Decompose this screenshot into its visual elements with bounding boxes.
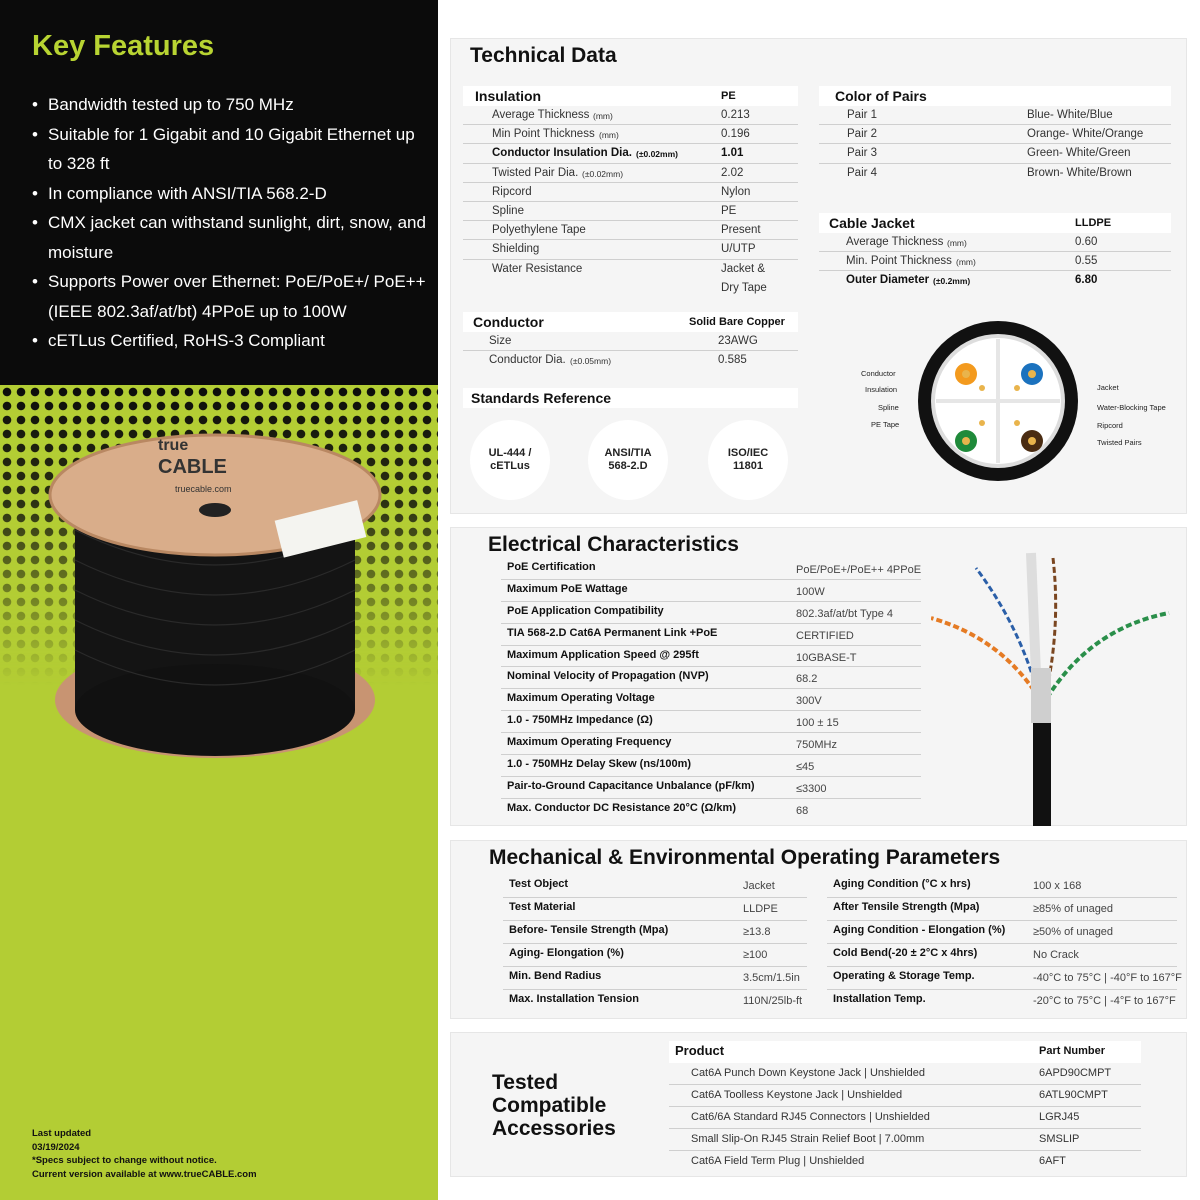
spec-unit: (±0.02mm) (582, 168, 624, 179)
spec-row (463, 260, 798, 298)
spec-label: Pair 4 (847, 166, 878, 179)
insulation-value: PE (721, 90, 736, 102)
diagram-label-spline: Spline (878, 403, 899, 412)
standards-label: Standards Reference (471, 390, 612, 406)
row-label: TIA 568-2.D Cat6A Permanent Link +PoE (507, 626, 718, 639)
pairs-header (819, 86, 1171, 106)
row-value: 802.3af/at/bt Type 4 (796, 607, 894, 620)
spec-row (463, 183, 798, 202)
spec-label: Average Thickness (492, 109, 590, 121)
spool-brand: CABLE (158, 456, 227, 478)
row-label: After Tensile Strength (Mpa) (833, 901, 980, 913)
left-panel (0, 0, 438, 1200)
row-label: Cat6A Field Term Plug | Unshielded (691, 1154, 865, 1167)
spec-label: Average Thickness (846, 236, 944, 248)
spec-label: Polyethylene Tape (492, 224, 586, 237)
row-value: 300V (796, 695, 822, 708)
diagram-label-ripcord: Ripcord (1097, 421, 1123, 430)
row-label: Maximum Application Speed @ 295ft (507, 648, 699, 661)
spec-value: Green- White/Green (1027, 147, 1131, 160)
row-value: ≤3300 (796, 782, 827, 795)
row-label: Maximum PoE Wattage (507, 582, 628, 595)
row-label: Cat6/6A Standard RJ45 Connectors | Unshielded (691, 1110, 930, 1123)
jacket-header (819, 213, 1171, 233)
table-row (501, 689, 921, 711)
jacket-label: Cable Jacket (829, 215, 915, 231)
row-label: PoE Certification (507, 561, 596, 573)
table-row (501, 777, 921, 799)
table-row (503, 875, 807, 898)
table-row (827, 944, 1177, 967)
spec-value: Jacket & (721, 262, 766, 275)
spec-label: Outer Diameter (846, 274, 930, 287)
jacket-rows (819, 233, 1171, 291)
row-value: -40°C to 75°C | -40°F to 167°F (1033, 972, 1182, 984)
spec-value: Present (721, 224, 761, 237)
footer-notes (32, 1127, 257, 1181)
spec-row (463, 240, 798, 259)
cable-spool-image (30, 410, 390, 770)
spec-row (819, 252, 1171, 271)
row-value: 68 (796, 804, 809, 817)
standard-badge-ansi: ANSI/TIA 568-2.D (588, 420, 668, 500)
spec-value: 0.213 (721, 109, 750, 121)
key-features-title: Key Features (32, 30, 215, 62)
col-product: Product (675, 1043, 725, 1058)
row-value: ≤45 (796, 761, 815, 774)
spec-row (463, 106, 798, 125)
table-row (503, 921, 807, 944)
spec-value: 6.80 (1075, 274, 1098, 287)
spec-value: Blue- White/Blue (1027, 109, 1113, 121)
spec-value: 0.196 (721, 128, 750, 141)
row-value: 100 x 168 (1033, 880, 1082, 892)
row-value: ≥85% of unaged (1033, 903, 1114, 915)
row-label: Maximum Operating Frequency (507, 736, 672, 749)
spec-label: Size (489, 335, 512, 347)
row-value: PoE/PoE+/PoE++ 4PPoE (796, 564, 922, 576)
spec-unit: (mm) (599, 130, 619, 141)
mechanical-left-rows (503, 875, 807, 1013)
spec-value: 23AWG (718, 335, 758, 347)
row-value: 6APD90CMPT (1039, 1067, 1112, 1079)
notice-text: *Specs subject to change without notice. (32, 1155, 217, 1166)
row-value: 6ATL90CMPT (1039, 1088, 1108, 1101)
technical-data-panel (450, 38, 1187, 514)
mechanical-panel (450, 840, 1187, 1019)
row-label: Aging- Elongation (%) (509, 947, 624, 959)
cable-wires-image (931, 548, 1181, 826)
conductor-value: Solid Bare Copper (689, 316, 785, 328)
row-value: LLDPE (743, 903, 778, 915)
table-row (669, 1107, 1141, 1129)
spec-value: 0.60 (1075, 236, 1098, 248)
row-label: Test Material (509, 901, 576, 913)
spec-row (819, 125, 1171, 144)
spec-label: Pair 2 (847, 128, 878, 141)
row-value: SMSLIP (1039, 1132, 1080, 1145)
accessories-header (669, 1041, 1141, 1063)
last-updated-date: 03/19/2024 (32, 1141, 80, 1153)
insulation-header (463, 86, 798, 106)
row-value: ≥50% of unaged (1033, 926, 1114, 938)
row-value: 100W (796, 585, 825, 598)
electrical-panel (450, 527, 1187, 826)
spool-url: truecable.com (175, 484, 232, 494)
spec-value: 0.55 (1075, 255, 1098, 268)
row-value: 10GBASE-T (796, 651, 857, 664)
row-label: Aging Condition (°C x hrs) (833, 878, 971, 890)
table-row (501, 646, 921, 668)
spec-value: 2.02 (721, 166, 744, 179)
pairs-rows (819, 106, 1171, 183)
conductor-label: Conductor (473, 314, 544, 330)
electrical-title: Electrical Characteristics (488, 533, 739, 556)
last-updated-label: Last updated (32, 1128, 92, 1139)
row-label: Max. Conductor DC Resistance 20°C (Ω/km) (507, 801, 736, 814)
spec-label: Water Resistance (492, 262, 583, 275)
feature-item: • In compliance with ANSI/TIA 568.2-D (32, 179, 432, 209)
spec-unit: (±0.05mm) (570, 356, 612, 367)
row-label: Nominal Velocity of Propagation (NVP) (507, 670, 709, 683)
table-row (503, 967, 807, 990)
pairs-label: Color of Pairs (835, 88, 927, 104)
insulation-rows (463, 106, 798, 298)
row-label: 1.0 - 750MHz Impedance (Ω) (507, 714, 653, 727)
conductor-rows (463, 332, 798, 370)
table-row (669, 1151, 1141, 1173)
row-label: Cold Bend(-20 ± 2°C x 4hrs) (833, 947, 978, 959)
row-label: Max. Installation Tension (509, 993, 639, 1005)
spec-label: Shielding (492, 243, 540, 256)
table-row (501, 799, 921, 821)
spec-row (819, 144, 1171, 163)
row-value: ≥100 (743, 949, 768, 961)
table-row (501, 558, 921, 580)
mechanical-right-rows (827, 875, 1182, 1013)
jacket-value: LLDPE (1075, 217, 1112, 229)
spec-label: Min. Point Thickness (846, 255, 952, 268)
table-row (501, 711, 921, 733)
feature-item: • Suitable for 1 Gigabit and 10 Gigabit Ethernet up to 328 ft (32, 120, 432, 179)
row-label: Pair-to-Ground Capacitance Unbalance (pF/km) (507, 779, 755, 792)
row-value: 6AFT (1039, 1154, 1066, 1167)
spec-value-2: Dry Tape (721, 281, 767, 294)
spec-row (819, 233, 1171, 252)
diagram-label-insulation: Insulation (865, 385, 898, 394)
row-value: CERTIFIED (796, 629, 854, 642)
table-row (501, 624, 921, 646)
feature-item: • Supports Power over Ethernet: PoE/PoE+/ PoE++ (IEEE 802.3af/at/bt) 4PPoE up to 100W (32, 267, 432, 326)
spec-label: Spline (492, 204, 524, 217)
row-label: Small Slip-On RJ45 Strain Relief Boot | 7.00mm (691, 1132, 925, 1145)
technical-data-title: Technical Data (470, 44, 617, 67)
spec-label: Ripcord (492, 185, 532, 198)
table-row (501, 733, 921, 755)
key-features-list (32, 90, 432, 356)
spec-unit: (±0.2mm) (933, 276, 971, 287)
spec-value: Nylon (721, 185, 751, 198)
row-label: 1.0 - 750MHz Delay Skew (ns/100m) (507, 758, 692, 771)
conductor-header (463, 312, 798, 332)
spec-row (463, 125, 798, 144)
standard-badge-iso: ISO/IEC 11801 (708, 420, 788, 500)
spec-value: 0.585 (718, 354, 747, 367)
row-label: PoE Application Compatibility (507, 604, 664, 617)
table-row (669, 1063, 1141, 1085)
feature-item: • cETLus Certified, RoHS-3 Compliant (32, 326, 432, 356)
spec-value: Brown- White/Brown (1027, 166, 1132, 179)
accessories-rows (669, 1063, 1141, 1172)
diagram-label-twisted-pairs: Twisted Pairs (1097, 438, 1142, 447)
table-row (827, 967, 1182, 990)
accessories-panel (450, 1032, 1187, 1177)
standard-badge-ul: UL-444 / cETLus (470, 420, 550, 500)
table-row (503, 898, 807, 921)
col-part-number: Part Number (1039, 1045, 1106, 1057)
table-row (503, 990, 807, 1013)
row-label: Cat6A Punch Down Keystone Jack | Unshielded (691, 1067, 925, 1079)
spec-value: Orange- White/Orange (1027, 128, 1144, 141)
cable-cross-section-diagram (916, 319, 1081, 484)
spec-unit: (±0.02mm) (636, 149, 678, 160)
row-value: 110N/25lb-ft (743, 995, 803, 1007)
spec-row (463, 332, 798, 351)
row-value: 3.5cm/1.5in (743, 972, 800, 984)
diagram-label-jacket: Jacket (1097, 383, 1119, 392)
spec-label: Twisted Pair Dia. (492, 166, 579, 179)
spec-value: 1.01 (721, 147, 744, 160)
table-row (827, 921, 1177, 944)
row-label: Min. Bend Radius (509, 970, 602, 982)
spec-value: PE (721, 204, 737, 217)
spec-label: Conductor Insulation Dia. (492, 147, 632, 160)
row-value: No Crack (1033, 949, 1079, 961)
spec-unit: (mm) (956, 257, 976, 268)
table-row (501, 602, 921, 624)
diagram-label-water-blocking: Water-Blocking Tape (1097, 403, 1166, 412)
spec-row (819, 271, 1171, 290)
standards-header (463, 388, 798, 408)
row-label: Aging Condition - Elongation (%) (833, 924, 1006, 936)
spec-label: Pair 3 (847, 147, 878, 160)
accessories-title: Tested Compatible Accessories (492, 1071, 616, 1140)
spec-label: Pair 1 (847, 109, 878, 121)
spec-row (819, 106, 1171, 125)
row-value: -20°C to 75°C | -4°F to 167°F (1033, 995, 1176, 1007)
feature-item: • CMX jacket can withstand sunlight, dirt, snow, and moisture (32, 208, 432, 267)
spool-brand-top: true (158, 437, 189, 454)
row-value: ≥13.8 (743, 926, 771, 938)
table-row (827, 875, 1177, 898)
spec-row (463, 221, 798, 240)
mechanical-title: Mechanical & Environmental Operating Parameters (489, 846, 1001, 869)
row-value: LGRJ45 (1039, 1110, 1080, 1123)
row-label: Cat6A Toolless Keystone Jack | Unshielded (691, 1088, 903, 1101)
row-value: Jacket (743, 880, 775, 892)
current-version-text: Current version available at www.trueCABLE.com (32, 1168, 257, 1180)
spec-row (463, 202, 798, 221)
table-row (669, 1129, 1141, 1151)
row-label: Operating & Storage Temp. (833, 970, 975, 982)
feature-item: • Bandwidth tested up to 750 MHz (32, 90, 432, 120)
diagram-label-pe-tape: PE Tape (871, 420, 900, 429)
table-row (669, 1085, 1141, 1107)
spec-unit: (mm) (593, 111, 613, 121)
table-row (827, 990, 1177, 1013)
spec-label: Min Point Thickness (492, 128, 595, 141)
row-label: Installation Temp. (833, 993, 926, 1005)
spec-row (819, 164, 1171, 183)
table-row (503, 944, 807, 967)
row-value: 68.2 (796, 673, 818, 686)
row-label: Maximum Operating Voltage (507, 692, 655, 705)
table-row (501, 580, 921, 602)
row-value: 100 ± 15 (796, 717, 839, 730)
spec-row (463, 144, 798, 163)
table-row (827, 898, 1177, 921)
row-value: 750MHz (796, 739, 837, 752)
row-label: Before- Tensile Strength (Mpa) (509, 924, 669, 936)
table-row (501, 755, 921, 777)
electrical-rows (501, 558, 921, 821)
spec-label: Conductor Dia. (489, 354, 566, 367)
spec-row (463, 351, 798, 370)
table-row (501, 667, 921, 689)
spec-row (463, 164, 798, 183)
row-label: Test Object (509, 878, 569, 890)
spec-value: U/UTP (721, 243, 756, 256)
insulation-label: Insulation (475, 88, 542, 104)
spec-unit: (mm) (947, 238, 967, 248)
diagram-label-conductor: Conductor (861, 369, 896, 378)
